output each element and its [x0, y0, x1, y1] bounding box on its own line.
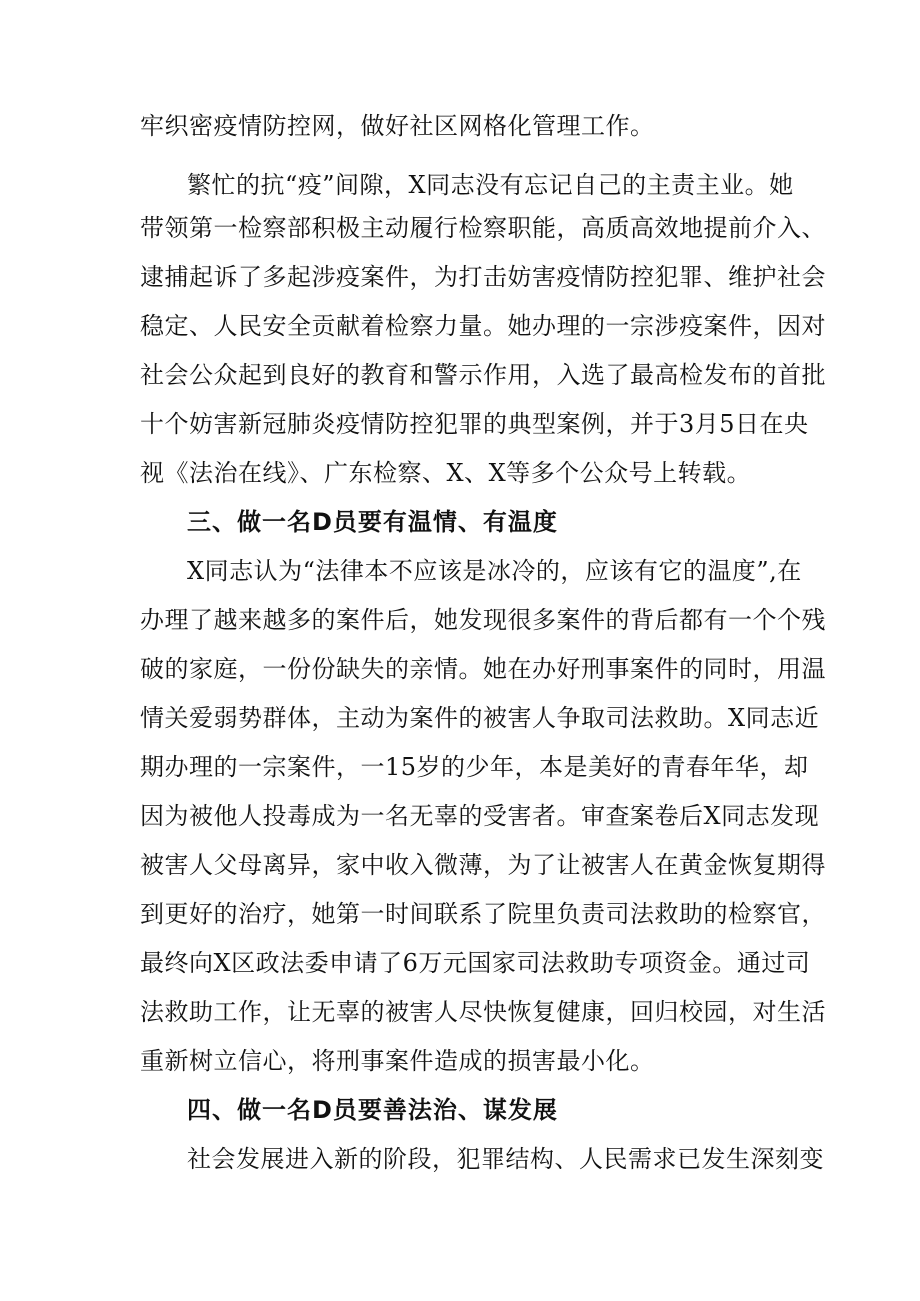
- text-line: 十个妨害新冠肺炎疫情防控犯罪的典型案例，并于3月5日在央: [140, 410, 809, 438]
- text-line: 社会公众起到良好的教育和警示作用，入选了最高检发布的首批: [140, 361, 826, 389]
- text-line: 视《法治在线》、广东检察、X、X等多个公众号上转载。: [140, 459, 752, 487]
- text-line: 被害人父母离异，家中收入微薄，为了让被害人在黄金恢复期得: [140, 851, 826, 879]
- text-line: 法救助工作，让无辜的被害人尽快恢复健康，回归校园，对生活: [140, 998, 826, 1026]
- text-line-paragraph-start: 繁忙的抗“疫”间隙，X同志没有忘记自己的主责主业。她: [187, 171, 794, 199]
- text-line: 情关爱弱势群体，主动为案件的被害人争取司法救助。X同志近: [140, 704, 820, 732]
- text-line-continuation: 牢织密疫情防控网，做好社区网格化管理工作。: [140, 112, 655, 140]
- text-line-paragraph-start: X同志认为“法律本不应该是冰冷的，应该有它的温度”,在: [187, 557, 802, 585]
- text-line: 期办理的一宗案件，一15岁的少年，本是美好的青春年华，却: [140, 753, 809, 781]
- text-line: 因为被他人投毒成为一名无辜的受害者。审查案卷后X同志发现: [140, 802, 820, 830]
- text-line: 最终向X区政法委申请了6万元国家司法救助专项资金。通过司: [140, 949, 811, 977]
- section-heading-3: 三、做一名D员要有温情、有温度: [187, 508, 558, 536]
- text-line: 破的家庭，一份份缺失的亲情。她在办好刑事案件的同时，用温: [140, 655, 826, 683]
- text-line: 稳定、人民安全贡献着检察力量。她办理的一宗涉疫案件，因对: [140, 312, 826, 340]
- text-line-paragraph-start: 社会发展进入新的阶段，犯罪结构、人民需求已发生深刻变: [187, 1145, 824, 1173]
- text-line: 重新树立信心，将刑事案件造成的损害最小化。: [140, 1047, 655, 1075]
- text-line: 带领第一检察部积极主动履行检察职能，高质高效地提前介入、: [140, 214, 826, 242]
- text-line: 办理了越来越多的案件后，她发现很多案件的背后都有一个个残: [140, 606, 826, 634]
- text-line: 逮捕起诉了多起涉疫案件，为打击妨害疫情防控犯罪、维护社会: [140, 263, 826, 291]
- section-heading-4: 四、做一名D员要善法治、谋发展: [187, 1096, 558, 1124]
- text-line: 到更好的治疗，她第一时间联系了院里负责司法救助的检察官，: [140, 900, 826, 928]
